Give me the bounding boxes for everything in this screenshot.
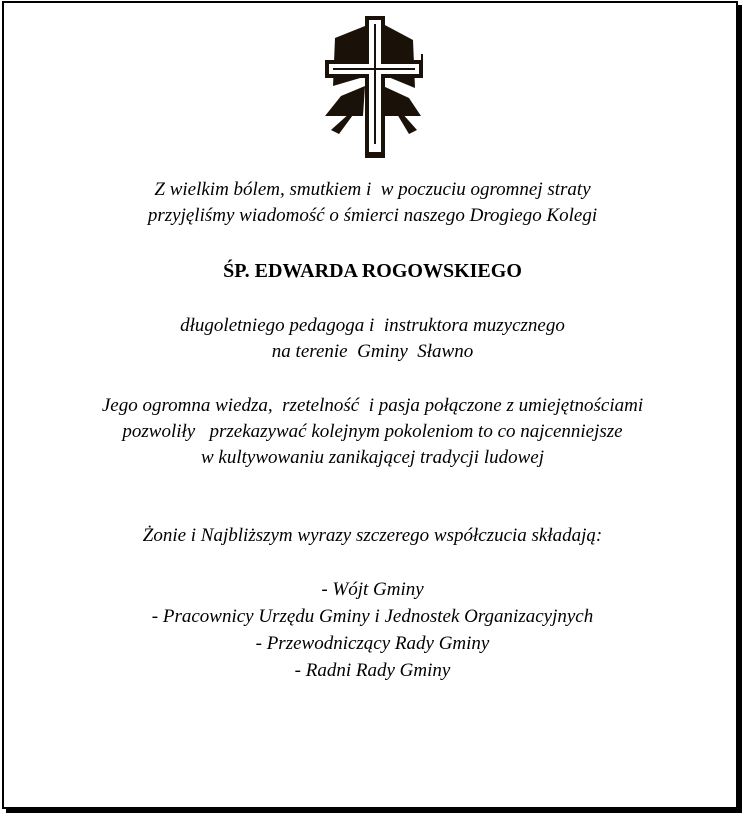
cross-emblem-icon — [321, 16, 427, 158]
deceased-name: ŚP. EDWARDA ROGOWSKIEGO — [223, 260, 522, 282]
condolence-line: Żonie i Najbliższym wyrazy szczerego współczucia składają: — [142, 525, 603, 546]
description-line: na terenie Gminy Sławno — [271, 341, 474, 362]
description-line: długoletniego pedagoga i instruktora muzycznego — [180, 315, 565, 336]
tribute-line: w kultywowaniu zanikającej tradycji ludowej — [200, 447, 544, 468]
tribute-line: pozwoliły przekazywać kolejnym pokoleniom to co najcenniejsze — [122, 421, 623, 442]
signatory-item: - Pracownicy Urzędu Gminy i Jednostek Organizacyjnych — [151, 606, 594, 627]
signatory-item: - Wójt Gminy — [321, 579, 424, 600]
tribute-line: Jego ogromna wiedza, rzetelność i pasja połączone z umiejętnościami — [101, 395, 644, 416]
signatory-item: - Przewodniczący Rady Gminy — [255, 633, 490, 654]
opening-line: Z wielkim bólem, smutkiem i w poczuciu ogromnej straty — [154, 179, 591, 200]
signatory-item: - Radni Rady Gminy — [294, 660, 451, 681]
opening-line: przyjęliśmy wiadomość o śmierci naszego Drogiego Kolegi — [147, 205, 598, 226]
